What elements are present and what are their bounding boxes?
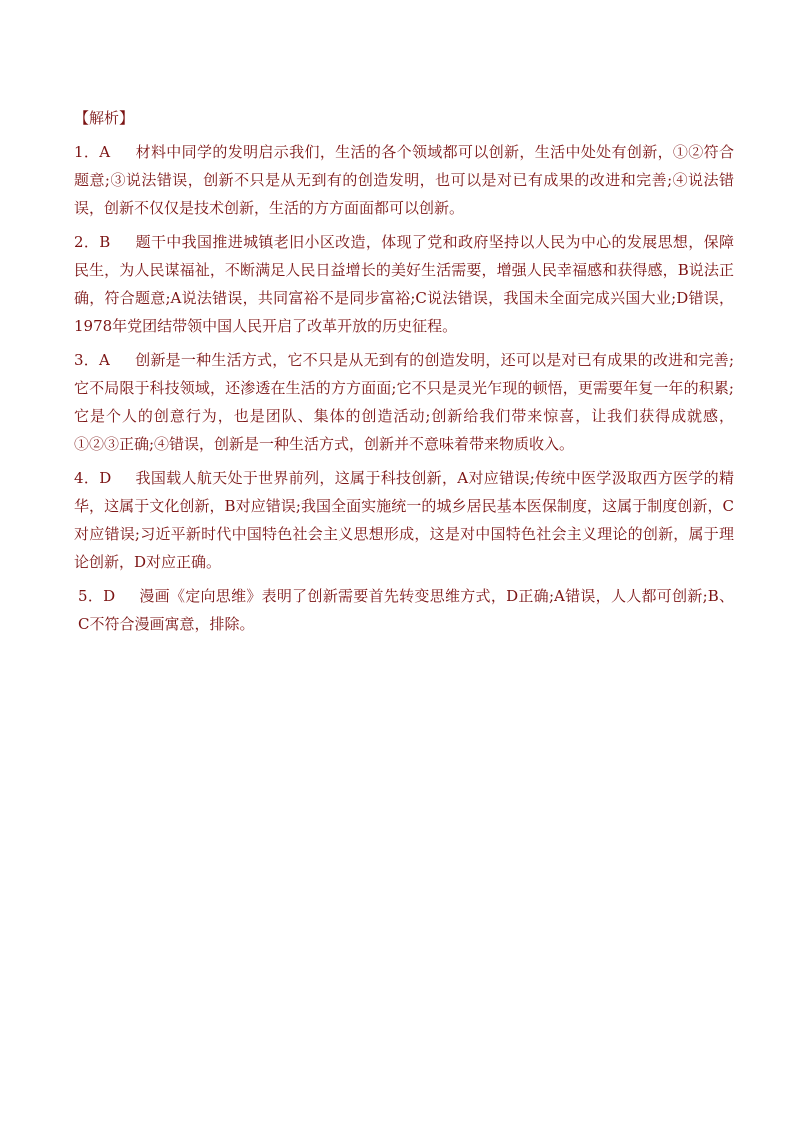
answer-explanation: 创新是一种生活方式，它不只是从无到有的创造发明，还可以是对已有成果的改进和完善;它不局限于科技领域，还渗透在生活的方方面面;它不只是灵光乍现的顿悟，更需要年复一年的积累;它是个人的创意行为，也是团队、集体的创造活动;创新给我们带来惊喜，让我们获得成就感，①②③正确;④错误，创新是一种生活方式，创新并不意味着带来物质收入。 (74, 351, 735, 453)
answer-explanation: 题干中我国推进城镇老旧小区改造，体现了党和政府坚持以人民为中心的发展思想，保障民生，为人民谋福祉，不断满足人民日益增长的美好生活需要，增强人民幸福感和获得感，B说法正确，符合题意;A说法错误，共同富裕不是同步富裕;C说法错误，我国未全面完成兴国大业;D错误，1978年党团结带领中国人民开启了改革开放的历史征程。 (74, 233, 734, 335)
answer-item-3 (74, 346, 734, 458)
answer-choice: A (99, 143, 111, 161)
answer-item-1 (74, 138, 734, 222)
answer-item-2 (74, 228, 734, 340)
answer-number: 5． (78, 587, 104, 605)
answer-number: 2． (74, 233, 100, 251)
answer-explanation: 漫画《定向思维》表明了创新需要首先转变思维方式，D正确;A错误，人人都可创新;B、C不符合漫画寓意，排除。 (78, 587, 734, 633)
answer-explanation: 我国载人航天处于世界前列，这属于科技创新，A对应错误;传统中医学汲取西方医学的精华，这属于文化创新，B对应错误;我国全面实施统一的城乡居民基本医保制度，这属于制度创新，C对应错误;习近平新时代中国特色社会主义思想形成，这是对中国特色社会主义理论的创新，属于理论创新，D对应正确。 (74, 469, 735, 571)
answer-choice: D (99, 469, 112, 487)
answer-choice: D (103, 587, 116, 605)
answer-number: 3． (74, 351, 99, 369)
answer-choice: B (99, 233, 111, 251)
answer-number: 1． (74, 143, 100, 161)
answer-choice: A (99, 351, 110, 369)
answer-item-5 (74, 582, 734, 638)
answer-number: 4． (74, 469, 100, 487)
analysis-heading: 【解析】 (74, 109, 135, 127)
answer-explanation: 材料中同学的发明启示我们，生活的各个领域都可以创新，生活中处处有创新，①②符合题意;③说法错误，创新不只是从无到有的创造发明，也可以是对已有成果的改进和完善;④说法错误，创新不仅仅是技术创新，生活的方方面面都可以创新。 (74, 143, 734, 217)
answer-item-4 (74, 464, 734, 576)
analysis-section (74, 104, 734, 644)
